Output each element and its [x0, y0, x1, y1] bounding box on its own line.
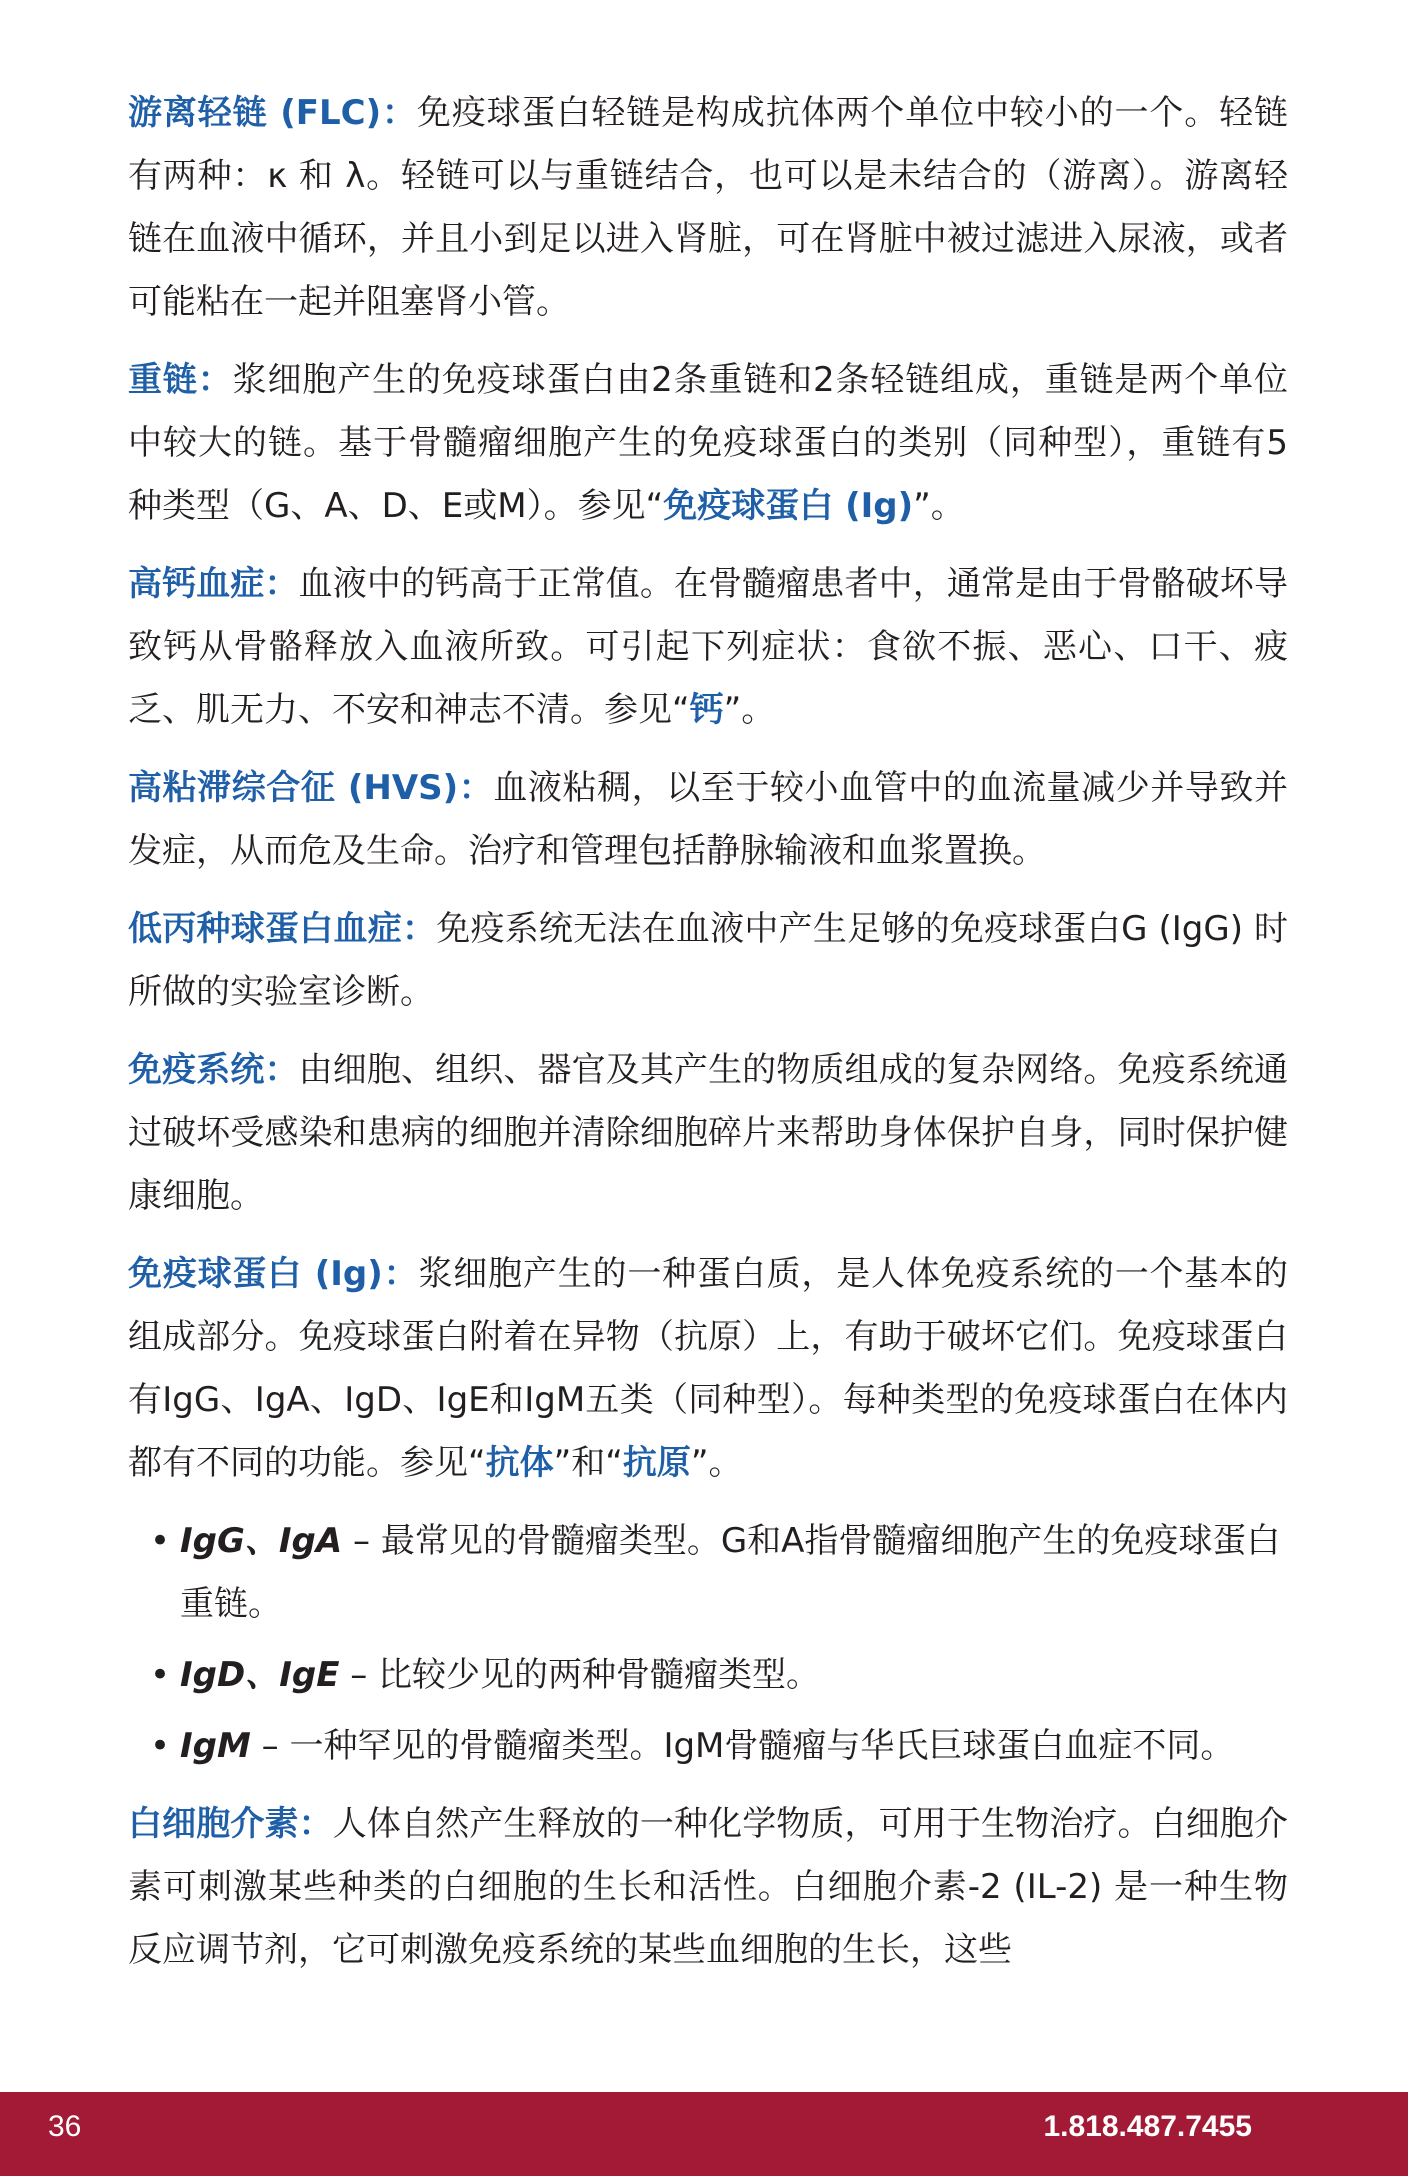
phone-number[interactable]: 1.818.487.7455: [1043, 2110, 1252, 2143]
entry-tail: ”。: [690, 1443, 743, 1483]
entry-term: 白细胞介素：: [128, 1804, 333, 1844]
entry-immune-system: [128, 1039, 1288, 1228]
entry-free-light-chain: [128, 82, 1288, 334]
page-footer: [0, 2092, 1408, 2176]
entry-text: 免疫球蛋白轻链是构成抗体两个单位中较小的一个。轻链有两种：κ 和 λ。轻链可以与重链结合，也可以是未结合的（游离）。游离轻链在血液中循环，并且小到足以进入肾脏，可在肾脏中被过滤进入尿液，或者可能粘在一起并阻塞肾小管。: [128, 93, 1289, 322]
entry-term: 免疫球蛋白 (Ig)：: [128, 1254, 419, 1294]
bullet-dot-icon: •: [150, 1521, 171, 1561]
bullet-dot-icon: •: [150, 1655, 171, 1695]
entry-heavy-chain: 重链：浆细胞产生的免疫球蛋白由2条重链和2条轻链组成，重链是两个单位中较大的链。基于骨髓瘤细胞产生的免疫球蛋白的类别（同种型），重链有5种类型（G、A、D、E或M）。参见“免疫球蛋白 (Ig)”。: [128, 360, 1289, 526]
entry-term: 重链：: [128, 360, 233, 400]
bullet-term: IgG、IgA: [180, 1521, 343, 1561]
entry-term: 免疫系统：: [128, 1050, 299, 1090]
entry-tail: ”。: [723, 690, 776, 730]
entry-text: 人体自然产生释放的一种化学物质，可用于生物治疗。白细胞介素可刺激某些种类的白细胞的生长和活性。白细胞介素-2 (IL-2) 是一种生物反应调节剂，它可刺激免疫系统的某些血细胞的生长，这些: [128, 1804, 1289, 1970]
cross-reference-link[interactable]: 免疫球蛋白 (Ig): [663, 486, 914, 526]
bullet-text: – 一种罕见的骨髓瘤类型。IgM骨髓瘤与华氏巨球蛋白血症不同。: [250, 1726, 1235, 1766]
cross-reference-link[interactable]: 抗体: [485, 1443, 554, 1483]
entry-text: 由细胞、组织、器官及其产生的物质组成的复杂网络。免疫系统通过破坏受感染和患病的细胞并清除细胞碎片来帮助身体保护自身，同时保护健康细胞。: [128, 1050, 1289, 1216]
glossary-content: [128, 82, 1288, 1997]
bullet-item: [150, 1644, 1288, 1707]
bullet-term: IgM: [180, 1726, 251, 1766]
bullet-term: IgD、IgE: [180, 1655, 340, 1695]
bullet-item: [150, 1715, 1288, 1778]
entry-hypogammaglobulinemia: [128, 898, 1288, 1024]
entry-immunoglobulin: 免疫球蛋白 (Ig)：浆细胞产生的一种蛋白质，是人体免疫系统的一个基本的组成部分。免疫球蛋白附着在异物（抗原）上，有助于破坏它们。免疫球蛋白有IgG、IgA、IgD、IgE和IgM五类（同种型）。每种类型的免疫球蛋白在体内都有不同的功能。参见“抗体”和“抗原”。: [128, 1254, 1289, 1483]
bullet-text: – 最常见的骨髓瘤类型。G和A指骨髓瘤细胞产生的免疫球蛋白重链。: [180, 1521, 1281, 1624]
entry-hyperviscosity: [128, 757, 1288, 883]
entry-text: 浆细胞产生的一种蛋白质，是人体免疫系统的一个基本的组成部分。免疫球蛋白附着在异物（抗原）上，有助于破坏它们。免疫球蛋白有IgG、IgA、IgD、IgE和IgM五类（同种型）。每种类型的免疫球蛋白在体内都有不同的功能。参见: [128, 1254, 1289, 1483]
entry-text: 血液中的钙高于正常值。在骨髓瘤患者中，通常是由于骨骼破坏导致钙从骨骼释放入血液所致。可引起下列症状：食欲不振、恶心、口干、疲乏、肌无力、不安和神志不清。参见: [128, 564, 1289, 730]
entry-hypercalcemia: 高钙血症：血液中的钙高于正常值。在骨髓瘤患者中，通常是由于骨骼破坏导致钙从骨骼释放入血液所致。可引起下列症状：食欲不振、恶心、口干、疲乏、肌无力、不安和神志不清。参见“钙”。: [128, 564, 1289, 730]
cross-reference-link[interactable]: 抗原: [622, 1443, 691, 1483]
cross-reference-link[interactable]: 钙: [689, 690, 724, 730]
entry-term: 低丙种球蛋白血症：: [128, 909, 437, 949]
entry-text: 血液粘稠，以至于较小血管中的血流量减少并导致并发症，从而危及生命。治疗和管理包括静脉输液和血浆置换。: [128, 768, 1289, 871]
entry-term: 高粘滞综合征 (HVS)：: [128, 768, 494, 808]
bullet-text: – 比较少见的两种骨髓瘤类型。: [339, 1655, 821, 1695]
entry-term: 游离轻链 (FLC)：: [128, 93, 417, 133]
bullet-dot-icon: •: [150, 1726, 171, 1766]
entry-tail: ”。: [913, 486, 965, 526]
page-number: 36: [48, 2110, 82, 2143]
entry-interleukin: [128, 1793, 1288, 1982]
entry-text: 免疫系统无法在血液中产生足够的免疫球蛋白G (IgG) 时所做的实验室诊断。: [128, 909, 1289, 1012]
entry-connector: ”和“: [553, 1443, 623, 1483]
entry-term: 高钙血症：: [128, 564, 299, 604]
bullet-item: [150, 1510, 1288, 1636]
entry-text: 浆细胞产生的免疫球蛋白由2条重链和2条轻链组成，重链是两个单位中较大的链。基于骨髓瘤细胞产生的免疫球蛋白的类别（同种型），重链有5种类型（G、A、D、E或M）。参见: [128, 360, 1289, 526]
